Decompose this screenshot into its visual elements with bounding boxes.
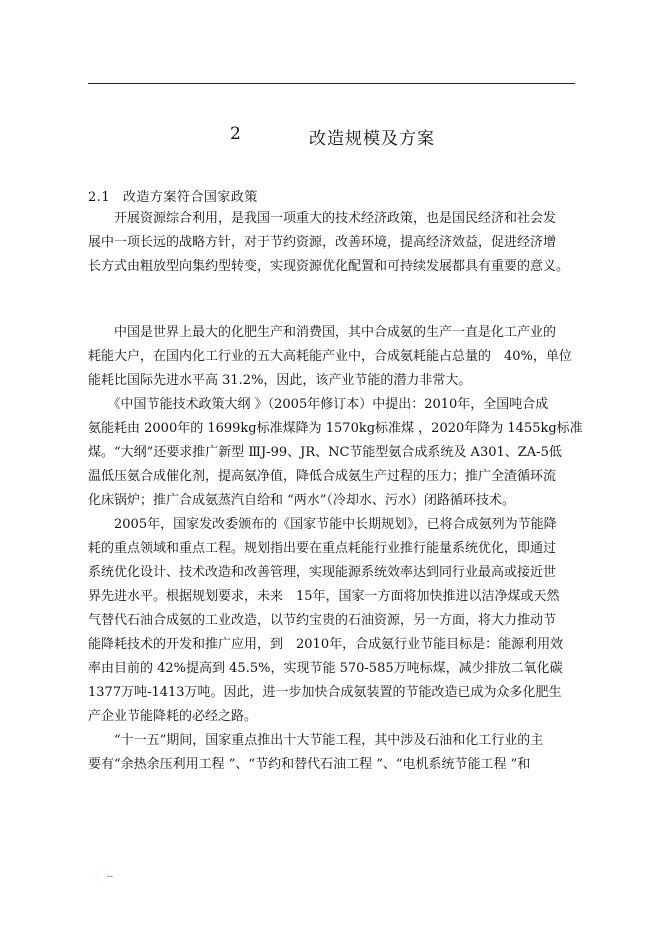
text-line: 温低压氨合成催化剂，提高氨净值，降低合成氨生产过程的压力；推广全渣循环流 <box>88 469 557 484</box>
chapter-number: 2 <box>230 124 241 144</box>
text-line: 界先进水平。根据规划要求，未来 15年，国家一方面将加快推进以洁净煤或天然 <box>88 589 560 604</box>
text-line: 能耗比国际先进水平高 31.2%，因此，该产业节能的潜力非常大。 <box>88 373 472 388</box>
text-line: 系统优化设计、技术改造和改善管理，实现能源系统效率达到同行业最高或接近世 <box>88 565 557 580</box>
text-line: 展中一项长远的战略方针，对于节约资源，改善环境，提高经济效益，促进经济增 <box>88 235 557 250</box>
section-title: 改造方案符合国家政策 <box>122 190 258 205</box>
text-line: 能降耗技术的开发和推广应用，到 2010年，合成氨行业节能目标是：能源利用效 <box>88 637 564 652</box>
text-line: 中国是世界上最大的化肥生产和消费国，其中合成氨的生产一直是化工产业的 <box>88 325 557 340</box>
text-line: 要有“余热余压利用工程 ”、“节约和替代石油工程 ”、“电机系统节能工程 ”和 <box>88 757 531 772</box>
text-line: 《中国节能技术政策大纲 》（2005年修订本）中提出：2010年，全国吨合成 <box>88 397 549 412</box>
text-line: 气替代石油合成氨的工业改造，以节约宝贵的石油资源，另一方面，将大力推动节 <box>88 613 557 628</box>
text-line: 长方式由粗放型向集约型转变，实现资源优化配置和可持续发展都具有重要的意义。 <box>88 259 570 274</box>
section-heading <box>88 186 258 205</box>
text-line: 率由目前的 42%提高到 45.5%，实现节能 570-585万吨标煤，减少排放二氧化碳 <box>88 661 563 676</box>
text-line: 2005年，国家发改委颁布的《国家节能中长期规划》，已将合成氨列为节能降 <box>88 517 557 532</box>
section-number: 2.1 <box>88 190 111 205</box>
paragraph <box>88 321 588 825</box>
text-line: 化床锅炉；推广合成氨蒸汽自给和 “两水”（冷却水、污水）闭路循环技术。 <box>88 493 515 508</box>
text-line: 产企业节能降耗的必经之路。 <box>88 709 258 724</box>
header-rule <box>88 83 575 84</box>
paragraph <box>88 207 588 279</box>
text-line: 氨能耗由 2000年的 1699kg标准煤降为 1570kg标准煤 ，2020年降为 1455kg标准 <box>88 421 583 436</box>
text-line: 耗能大户，在国内化工行业的五大高耗能产业中，合成氨耗能占总量的 40%，单位 <box>88 349 572 364</box>
text-line: “十一五”期间，国家重点推出十大节能工程，其中涉及石油和化工行业的主 <box>88 733 544 748</box>
text-line: 1377万吨-1413万吨。因此，进一步加快合成氨装置的节能改造已成为众多化肥生 <box>88 685 562 700</box>
text-line <box>88 777 588 801</box>
footer-mark: -- <box>107 872 114 882</box>
text-line: 耗的重点领域和重点工程。规划指出要在重点耗能行业推行能量系统优化，即通过 <box>88 541 557 556</box>
text-line <box>88 801 588 825</box>
text-line: 煤。“大纲”还要求推广新型 ⅢJ-99、JR、NC节能型氨合成系统及 A301、ZA-5低 <box>88 445 562 460</box>
text-line: 开展资源综合利用，是我国一项重大的技术经济政策，也是国民经济和社会发 <box>88 211 557 226</box>
chapter-title-text: 改造规模及方案 <box>309 129 435 149</box>
